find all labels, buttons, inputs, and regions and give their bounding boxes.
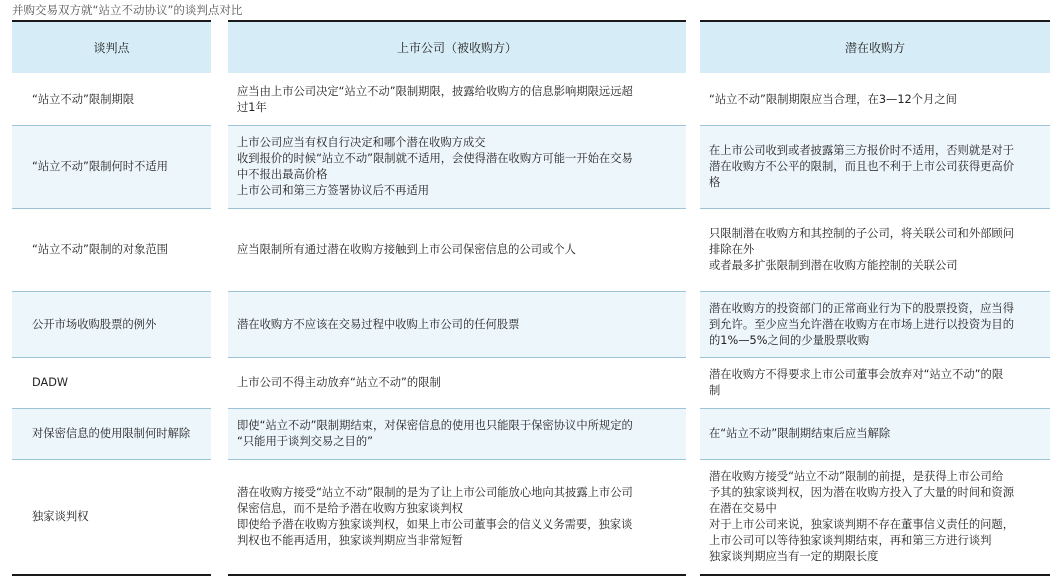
text-line: 潜在收购方接受“站立不动”限制的前提，是获得上市公司给: [709, 470, 1004, 483]
text-line: 或者最多扩张限制到潜在收购方能控制的关联公司: [709, 259, 958, 272]
cell-negotiation-point: [12, 126, 211, 208]
cell-text: [237, 135, 633, 199]
text-line: 独家谈判权: [32, 510, 89, 523]
text-line: 上市公司和第三方签署协议后不再适用: [237, 184, 430, 197]
cell-text: [709, 226, 1014, 274]
text-line: DADW: [32, 376, 69, 389]
text-line: 予其的独家谈判权，因为潜在收购方投入了大量的时间和资源: [709, 486, 1015, 499]
cell-text: [237, 84, 633, 116]
text-line: 在“站立不动”限制期结束后应当解除: [709, 427, 891, 440]
text-line: 制: [709, 384, 721, 397]
cell-text: [32, 375, 68, 391]
text-line: 中不报出最高价格: [237, 168, 328, 181]
text-line: “只能用于谈判交易之目的”: [237, 435, 373, 448]
cell-text: [709, 426, 890, 442]
text-line: 即使“站立不动”限制期结束，对保密信息的使用也只能限于保密协议中所规定的: [237, 419, 633, 432]
cell-text: [709, 367, 1003, 399]
text-line: 判权也不能再适用，独家谈判期应当非常短暂: [237, 534, 463, 547]
cell-listed-company: [228, 460, 686, 574]
cell-text: [32, 509, 89, 525]
cell-text: [709, 92, 957, 108]
text-line: 应当限制所有通过潜在收购方接触到上市公司保密信息的公司或个人: [237, 243, 576, 256]
text-line: 在上市公司收到或者披露第三方报价时不适用，否则就是对于: [709, 144, 1015, 157]
column-negotiation-point: [12, 20, 211, 578]
text-line: 上市公司可以等待独家谈判期结束，再和第三方进行谈判: [709, 534, 992, 547]
cell-listed-company: [228, 409, 686, 459]
text-line: 到允许。至少应当允许潜在收购方在市场上进行以投资为目的: [709, 317, 1015, 331]
cell-potential-acquirer: [700, 75, 1050, 125]
text-line: 独家谈判期应当有一定的期限长度: [709, 550, 879, 563]
cell-potential-acquirer: [700, 460, 1050, 574]
cell-text: [32, 317, 156, 333]
text-line: 对保密信息的使用限制何时解除: [32, 427, 191, 440]
cell-text: [32, 426, 190, 442]
cell-listed-company: [228, 358, 686, 408]
text-line: “站立不动”限制何时不适用: [32, 160, 168, 173]
text-line: 即使给予潜在收购方独家谈判权，如果上市公司董事会的信义义务需要，独家谈: [237, 518, 633, 531]
text-line: 公开市场收购股票的例外: [32, 317, 157, 331]
table-bottom-rule: [700, 574, 1050, 576]
cell-potential-acquirer: [700, 126, 1050, 208]
table-title: 并购交易双方就“站立不动协议”的谈判点对比: [12, 3, 243, 17]
cell-text: [32, 242, 168, 258]
cell-potential-acquirer: [700, 358, 1050, 408]
header-potential-acquirer: 潜在收购方: [700, 20, 1050, 73]
header-negotiation-point: 谈判点: [12, 20, 211, 73]
text-line: 应当由上市公司决定“站立不动”限制期限，披露给收购方的信息影响期限远远超: [237, 85, 633, 98]
cell-text: [709, 469, 1014, 565]
text-line: 排除在外: [709, 243, 755, 256]
cell-negotiation-point: [12, 409, 211, 459]
cell-negotiation-point: [12, 460, 211, 574]
cell-negotiation-point: [12, 209, 211, 291]
text-line: 收到报价的时候“站立不动”限制就不适用，会使得潜在收购方可能一开始在交易: [237, 152, 633, 165]
text-line: 上市公司不得主动放弃“站立不动”的限制: [237, 376, 441, 389]
cell-potential-acquirer: [700, 292, 1050, 357]
cell-text: [709, 143, 1014, 191]
cell-potential-acquirer: [700, 209, 1050, 291]
cell-listed-company: [228, 75, 686, 125]
cell-text: [237, 375, 441, 391]
text-line: 的1%—5%之间的少量股票收购: [709, 333, 870, 347]
cell-text: [237, 485, 633, 549]
cell-listed-company: [228, 126, 686, 208]
text-line: 只限制潜在收购方和其控制的子公司，将关联公司和外部顾问: [709, 227, 1015, 240]
cell-text: [709, 301, 1014, 349]
column-listed-company: [228, 20, 686, 578]
text-line: 潜在收购方的投资部门的正常商业行为下的股票投资，应当得: [709, 301, 1015, 315]
cell-text: [237, 242, 576, 258]
text-line: 上市公司应当有权自行决定和哪个潜在收购方成交: [237, 136, 486, 149]
text-line: 潜在收购方接受“站立不动”限制的是为了让上市公司能放心地向其披露上市公司: [237, 486, 633, 499]
cell-text: [32, 92, 134, 108]
text-line: “站立不动”限制的对象范围: [32, 243, 168, 256]
text-line: 潜在收购方不应该在交易过程中收购上市公司的任何股票: [237, 317, 520, 331]
text-line: 过1年: [237, 101, 267, 114]
text-line: 在潜在交易中: [709, 502, 777, 515]
text-line: 对于上市公司来说，独家谈判期不存在董事信义责任的问题，: [709, 518, 1015, 531]
cell-negotiation-point: [12, 358, 211, 408]
text-line: “站立不动”限制期限: [32, 93, 135, 106]
cell-negotiation-point: [12, 75, 211, 125]
cell-potential-acquirer: [700, 409, 1050, 459]
cell-negotiation-point: [12, 292, 211, 357]
cell-text: [237, 317, 519, 333]
text-line: 保密信息，而不是给予潜在收购方独家谈判权: [237, 502, 463, 515]
cell-text: [237, 418, 633, 450]
text-line: 格: [709, 176, 721, 189]
header-listed-company: 上市公司（被收购方）: [228, 20, 686, 73]
cell-text: [32, 159, 168, 175]
cell-listed-company: [228, 292, 686, 357]
cell-listed-company: [228, 209, 686, 291]
table-bottom-rule: [12, 574, 211, 576]
column-potential-acquirer: [700, 20, 1050, 578]
text-line: 潜在收购方不得要求上市公司董事会放弃对“站立不动”的限: [709, 368, 1004, 381]
table-bottom-rule: [228, 574, 686, 576]
text-line: 潜在收购方不公平的限制，而且也不利于上市公司获得更高价: [709, 160, 1015, 173]
text-line: “站立不动”限制期限应当合理，在3—12个月之间: [709, 93, 957, 106]
